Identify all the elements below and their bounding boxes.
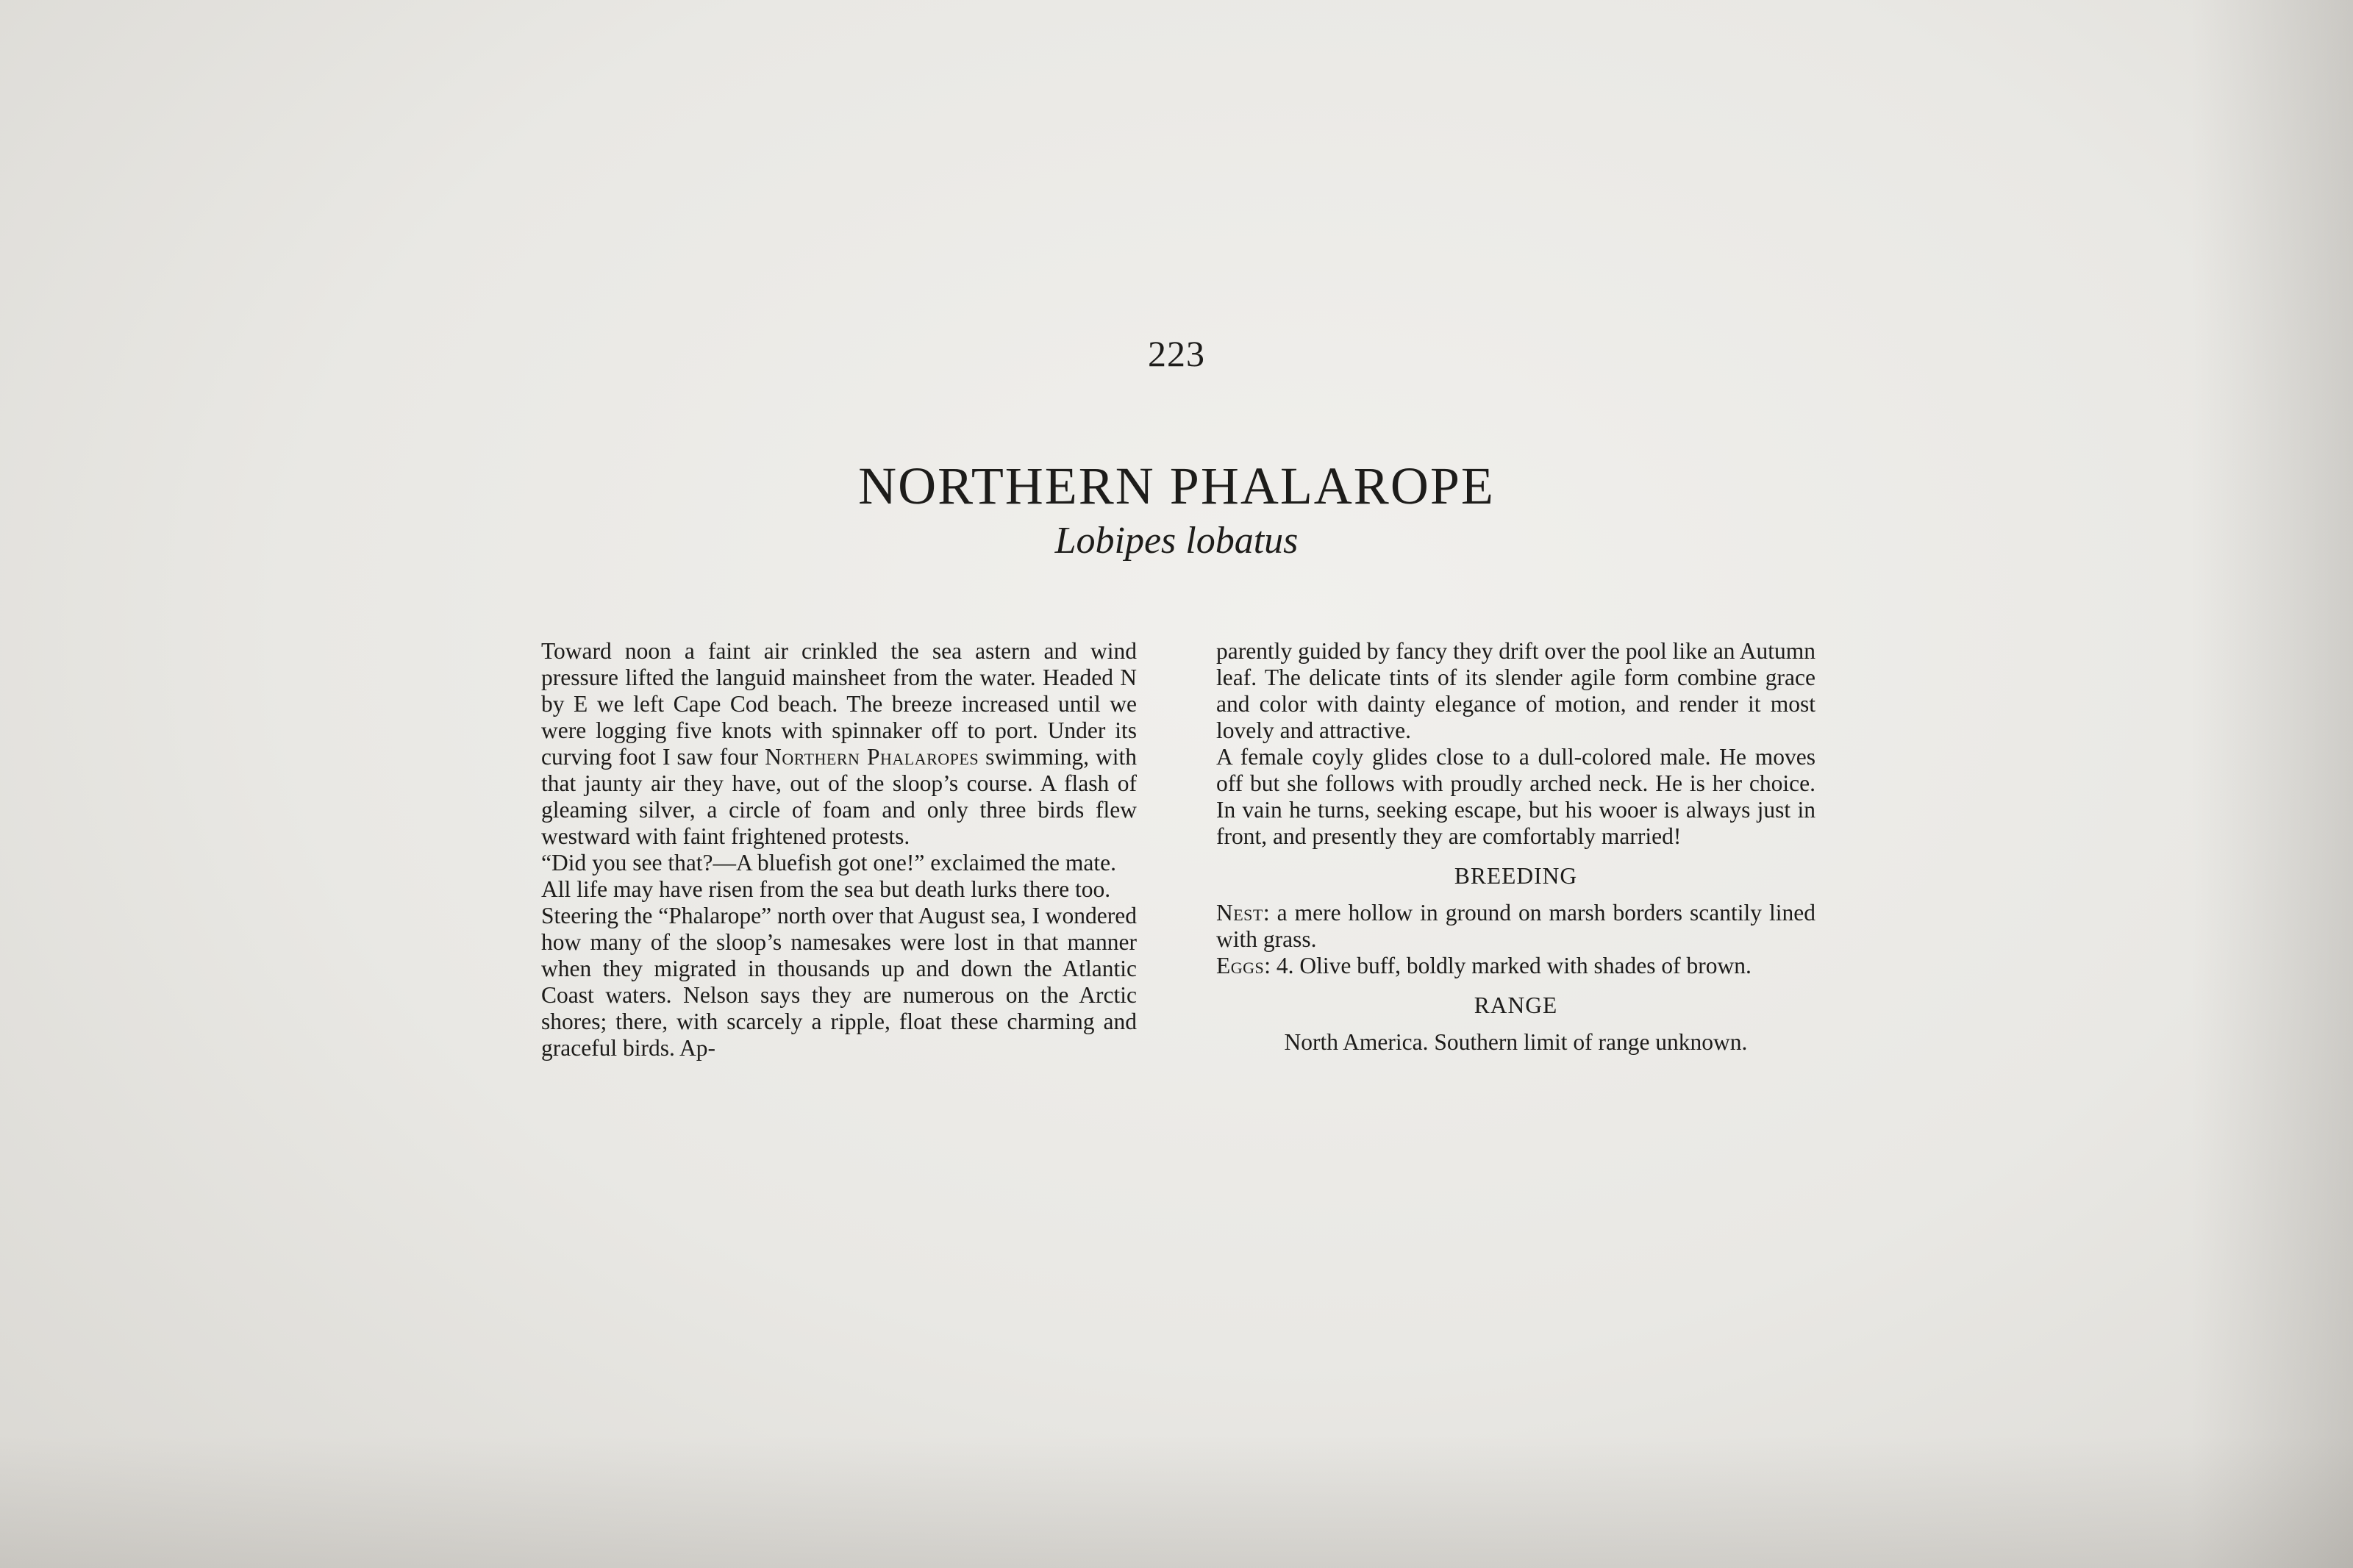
range-heading: RANGE [1474, 992, 1558, 1018]
narrative-text: swimming, with that jaunty air they have, out of the sloop’s course. A flash of gleaming silver, a circle of foam and only three birds flew westward with faint frightened protests. [541, 744, 1138, 849]
breeding-heading: BREEDING [1454, 863, 1578, 889]
nest-entry [1216, 900, 1815, 953]
narrative-paragraph-4: Steering the “Phalarope” north over that August sea, I wondered how many of the sloop’s namesakes were lost in that manner when they migrated in thousands up and down the Atlantic Coast waters. Nelson says they are numerous on the Arctic shores; there, with scarcely a ripple, float these charming and graceful birds. Ap- [541, 903, 1138, 1061]
left-column [541, 638, 1137, 1062]
eggs-label: Eggs [1216, 953, 1265, 978]
species-name-small-caps: Northern Phalaropes [765, 744, 979, 770]
nest-label: Nest [1216, 900, 1263, 926]
narrative-paragraph-1 [541, 638, 1137, 850]
narrative-paragraph-6: A female coyly glides close to a dull-colored male. He moves off but she follows with proudly arched neck. He is her choice. In vain he turns, seeking escape, but his wooer is always just in front, and presently they are comfortably married! [1216, 744, 1815, 849]
nest-text: : a mere hollow in ground on marsh borders scantily lined with grass. [1216, 900, 1815, 952]
species-title: NORTHERN PHALAROPE [858, 457, 1495, 516]
right-column [1216, 638, 1815, 1056]
range-text: North America. Southern limit of range unknown. [1284, 1029, 1748, 1055]
narrative-text: Toward noon a faint air crinkled the sea astern and wind pressure lifted the languid mainsheet from the water. Headed N by E we left Cape Cod beach. The breeze increased until we were logging five knots with spinnaker off to port. Under its curving foot I saw four [541, 638, 1137, 770]
eggs-entry [1216, 953, 1815, 979]
scientific-name: Lobipes lobatus [1054, 520, 1299, 562]
narrative-paragraph-3: All life may have risen from the sea but death lurks there too. [541, 876, 1111, 902]
eggs-text: : 4. Olive buff, boldly marked with shades of brown. [1264, 953, 1752, 978]
page-edge-shadow-bottom [0, 1436, 2353, 1568]
page-number: 223 [1148, 333, 1205, 374]
narrative-paragraph-2: “Did you see that?—A bluefish got one!” exclaimed the mate. [541, 850, 1116, 876]
narrative-paragraph-5: parently guided by fancy they drift over the pool like an Autumn leaf. The delicate tints of its slender agile form combine grace and color with dainty elegance of motion, and render it most lovely and attractive. [1216, 638, 1815, 743]
page-edge-shadow-right [2191, 0, 2353, 1568]
